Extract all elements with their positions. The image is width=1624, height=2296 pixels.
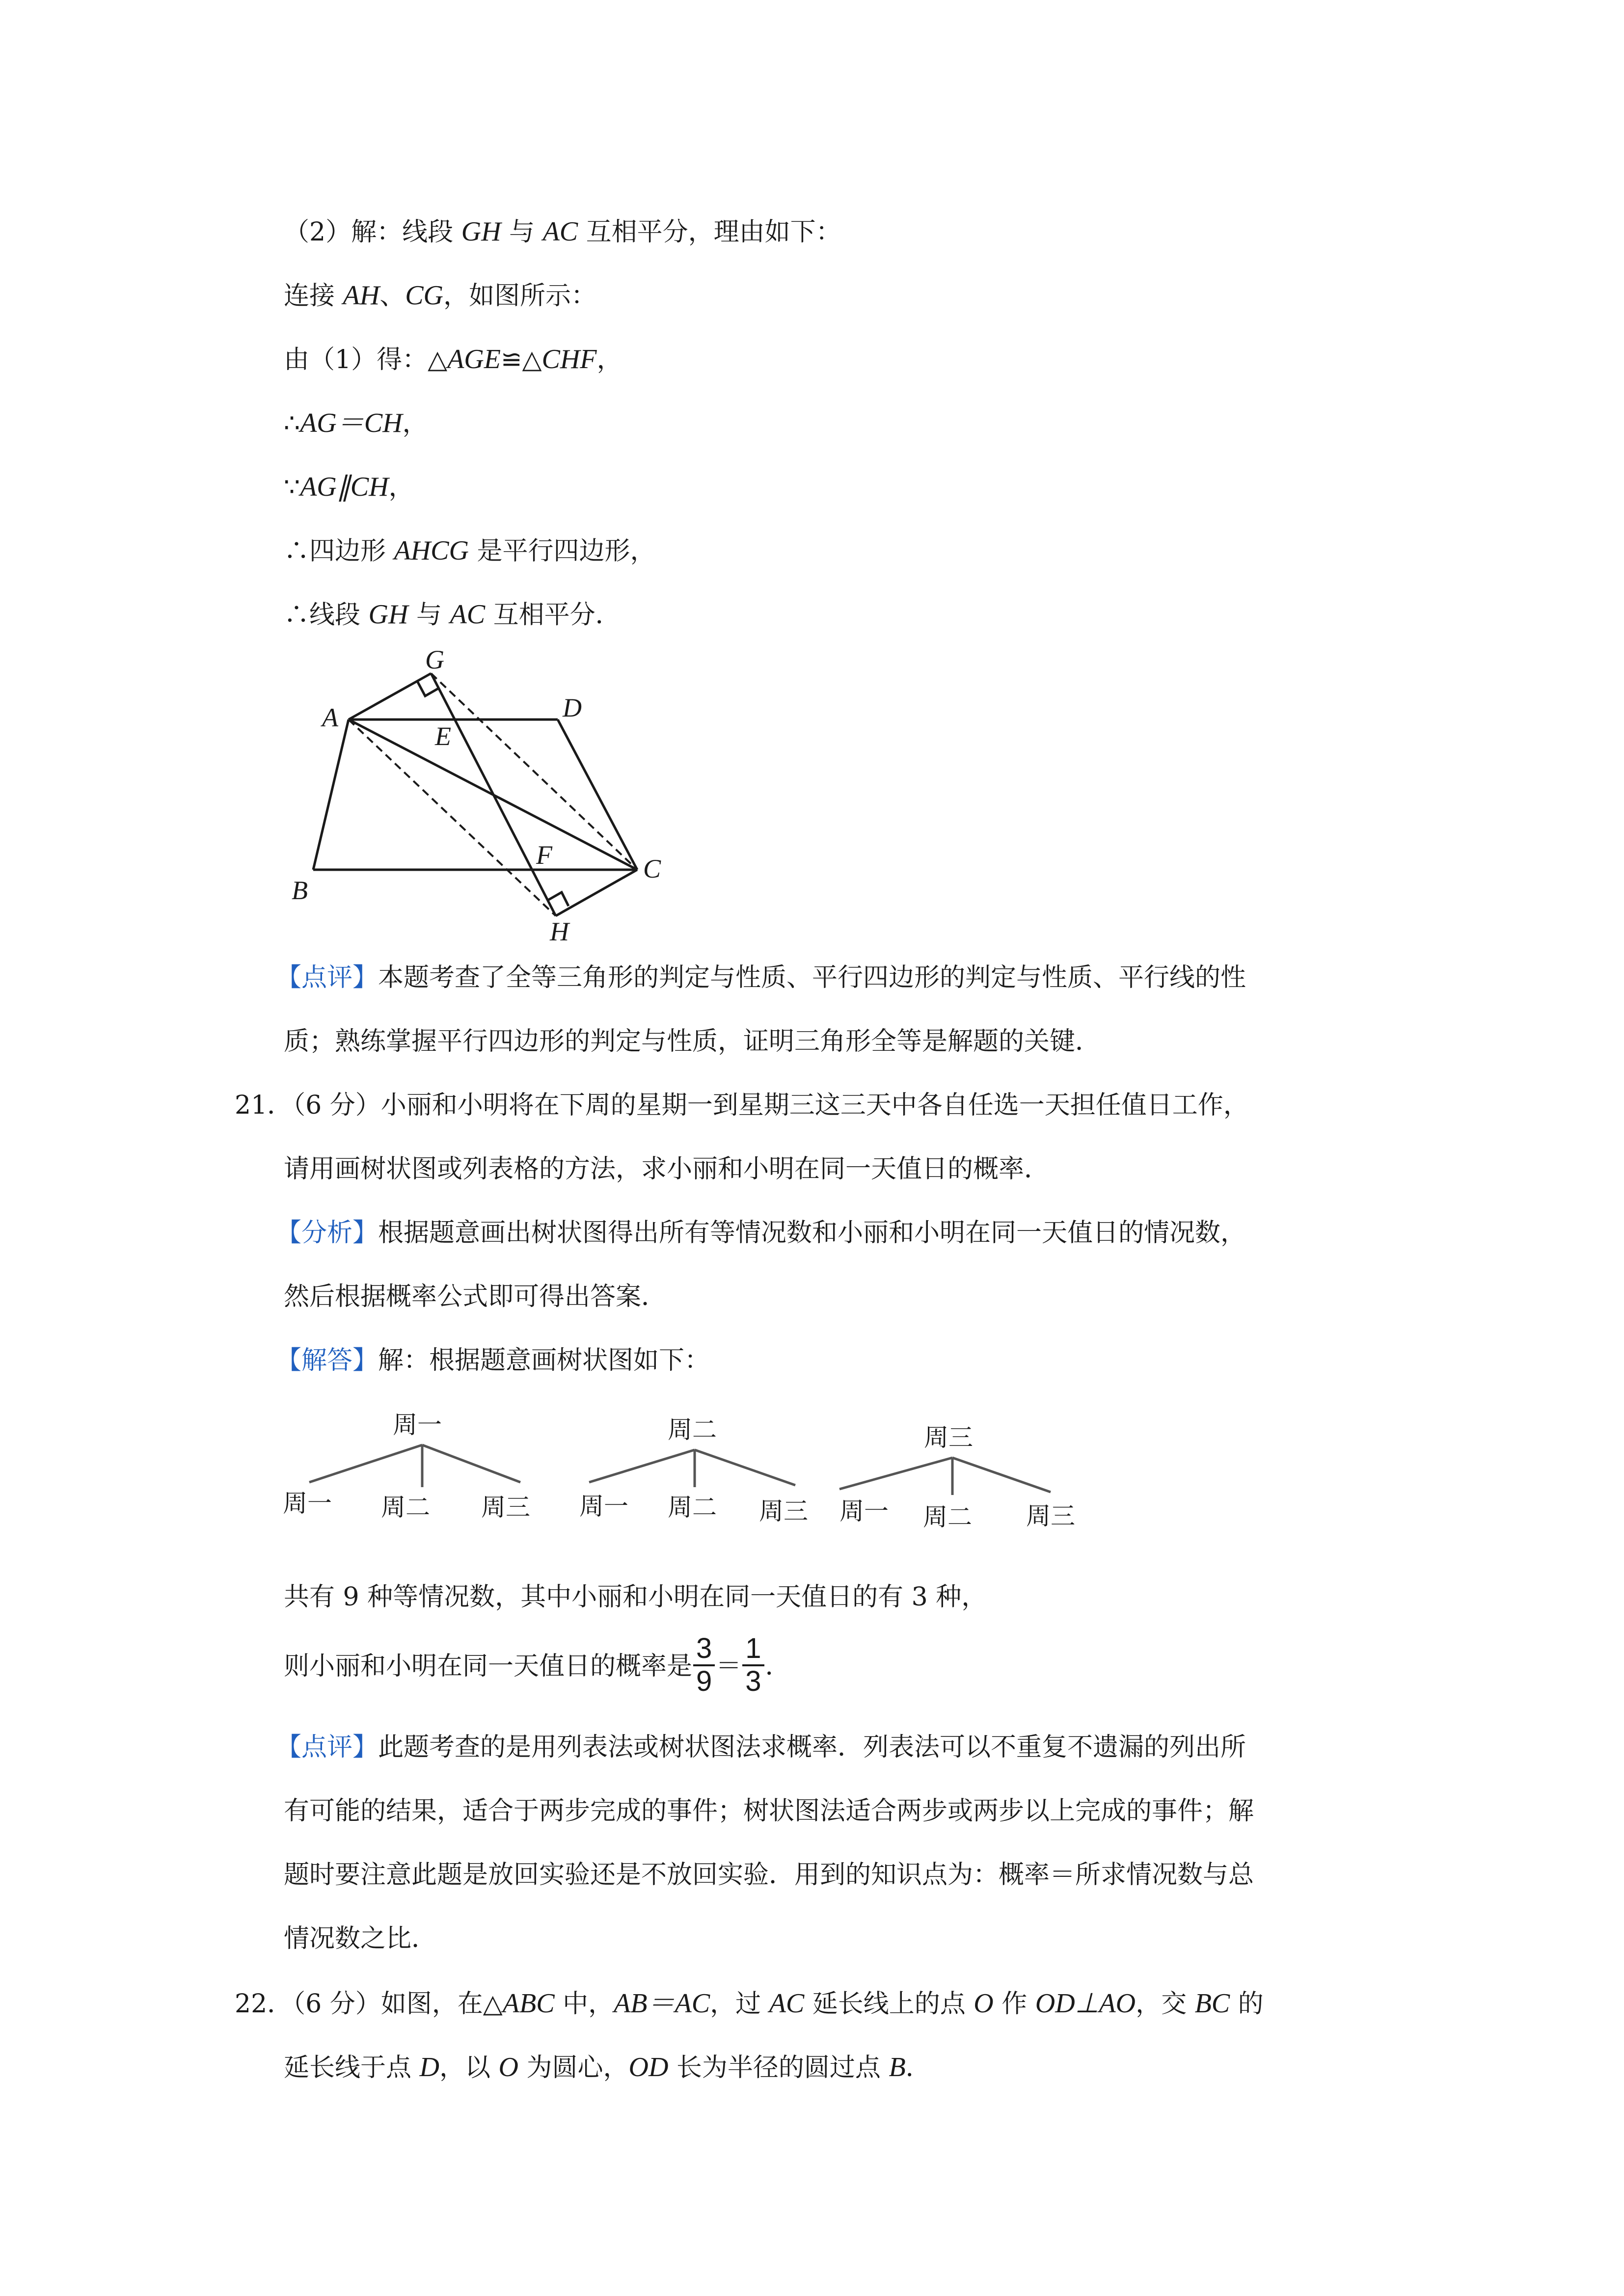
segment-dc [558, 720, 637, 870]
answer-21-result-1: 共有 9 种等情况数，其中小丽和小明在同一天值日的有 3 种， [284, 1582, 987, 1612]
label-b: B [292, 876, 308, 905]
tree-leaf-3-3: 周三 [1026, 1502, 1075, 1530]
solution-line-3: 由（1）得：△AGE≌△CHF， [284, 344, 623, 374]
comment-20-line-1: 【点评】本题考查了全等三角形的判定与性质、平行四边形的判定与性质、平行线的性 [276, 963, 1246, 992]
segment-gc-dashed [431, 673, 637, 870]
solution-line-1: （2）解：线段 GH 与 AC 互相平分，理由如下： [284, 216, 841, 247]
solution-line-5: ∵AG∥CH， [284, 472, 414, 502]
question-21-line-1: 21．（6 分）小丽和小明将在下周的星期一到星期三这三天中各自任选一天担任值日工作， [235, 1091, 1249, 1120]
tree-root-2: 周二 [668, 1415, 717, 1444]
question-22-line-1: 22．（6 分）如图，在△ABC 中，AB＝AC，过 AC 延长线上的点 O 作 OD⊥AO，交 BC 的 [235, 1988, 1264, 2019]
answer-21-result-2: 则小丽和小明在同一天值日的概率是 $\frac{3}{9}$ ＝ $\frac{1}{3}$ ． [284, 1632, 791, 1697]
segment-ag [349, 673, 431, 720]
segment-hc [556, 870, 637, 916]
question-22-line-2: 延长线于点 D，以 O 为圆心，OD 长为半径的圆过点 B． [284, 2052, 931, 2082]
comment-20-line-2: 质；熟练掌握平行四边形的判定与性质，证明三角形全等是解题的关键． [284, 1027, 1101, 1056]
tree-leaf-2-2: 周二 [668, 1493, 717, 1522]
parallelogram-figure [275, 643, 697, 947]
analysis-tag: 【分析】 [276, 1218, 379, 1248]
tree-leaf-1-1: 周一 [283, 1489, 332, 1518]
tree-leaf-1-3: 周三 [481, 1493, 530, 1522]
fraction-1-3: $\frac{1}{3}$ [742, 1633, 764, 1697]
tree-diagram [275, 1404, 1110, 1551]
tree-root-1: 周一 [393, 1411, 442, 1439]
answer-21-line-1: 【解答】解：根据题意画树状图如下： [276, 1346, 710, 1375]
comment-tag: 【点评】 [276, 963, 379, 992]
label-g: G [425, 645, 444, 674]
tree-leaf-2-3: 周三 [759, 1497, 808, 1525]
tree-leaf-3-1: 周一 [839, 1497, 889, 1525]
answer-tag: 【解答】 [276, 1346, 379, 1375]
solution-line-2: 连接 AH、CG，如图所示： [284, 280, 597, 311]
label-e: E [435, 721, 451, 751]
solution-line-4: ∴AG＝CH， [284, 408, 428, 438]
solution-line-6: ∴四边形 AHCG 是平行四边形， [284, 535, 656, 566]
question-21-line-2: 请用画树状图或列表格的方法，求小丽和小明在同一天值日的概率． [284, 1154, 1050, 1184]
segment-ba [313, 720, 349, 870]
analysis-21-line-1: 【分析】根据题意画出树状图得出所有等情况数和小丽和小明在同一天值日的情况数， [276, 1218, 1246, 1248]
label-a: A [322, 703, 338, 732]
tree-root-3: 周三 [924, 1423, 973, 1452]
comment-tag: 【点评】 [276, 1733, 379, 1762]
segment-gh [431, 673, 556, 916]
label-h: H [550, 917, 569, 946]
label-f: F [536, 840, 552, 870]
segment-ah-dashed [349, 720, 556, 916]
tree-leaf-3-2: 周二 [923, 1503, 972, 1531]
comment-21-line-3: 题时要注意此题是放回实验还是不放回实验．用到的知识点为：概率＝所求情况数与总 [284, 1860, 1254, 1890]
solution-line-7: ∴线段 GH 与 AC 互相平分． [284, 599, 621, 630]
fraction-3-9: $\frac{3}{9}$ [693, 1633, 715, 1697]
tree-leaf-2-1: 周一 [579, 1492, 628, 1521]
analysis-21-line-2: 然后根据概率公式即可得出答案． [284, 1282, 667, 1311]
label-d: D [563, 693, 582, 722]
label-c: C [643, 854, 661, 883]
comment-21-line-1: 【点评】此题考查的是用列表法或树状图法求概率．列表法可以不重复不遗漏的列出所 [276, 1733, 1246, 1762]
comment-21-line-4: 情况数之比． [284, 1924, 437, 1953]
comment-21-line-2: 有可能的结果，适合于两步完成的事件；树状图法适合两步或两步以上完成的事件；解 [284, 1796, 1254, 1826]
tree-leaf-1-2: 周二 [381, 1493, 430, 1522]
